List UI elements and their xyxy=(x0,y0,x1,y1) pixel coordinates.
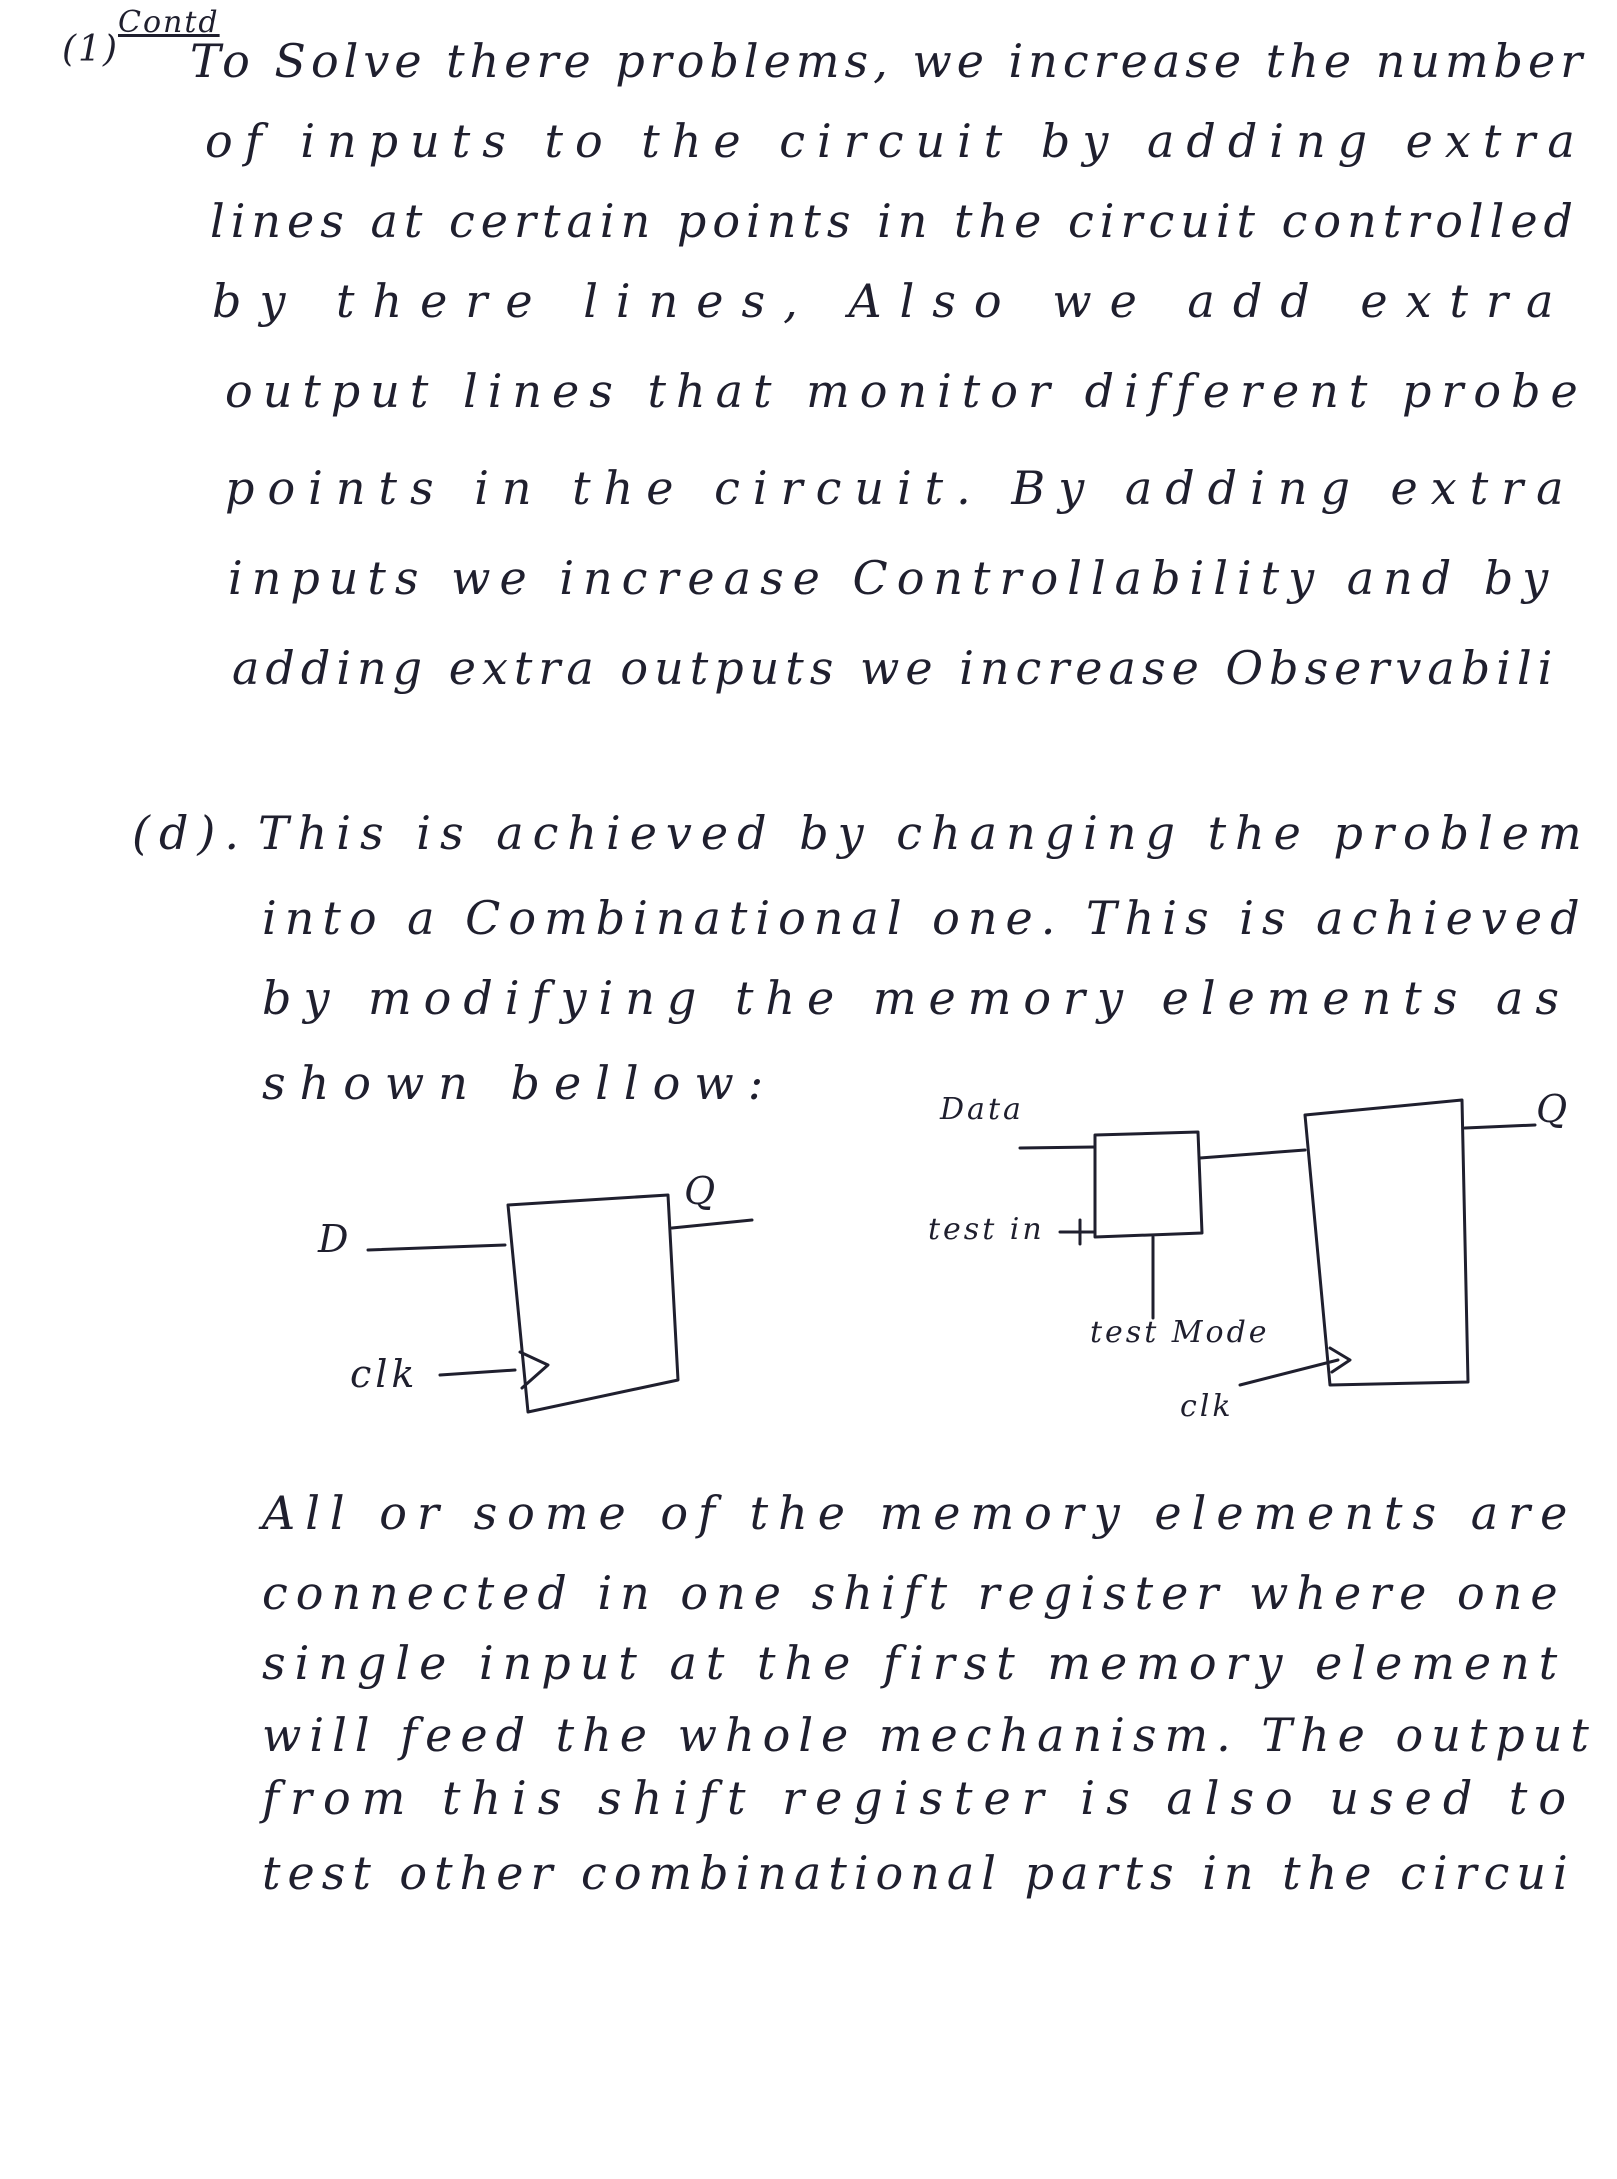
conclusion-line-6: test other combinational parts in the circui xyxy=(262,1846,1575,1900)
q-output-label: Q xyxy=(684,1169,720,1213)
conclusion-line-1: All or some of the memory elements are xyxy=(262,1486,1578,1540)
flip-flop-box-scan xyxy=(1305,1100,1468,1385)
mux-to-ff-wire xyxy=(1200,1150,1305,1158)
data-label: Data xyxy=(940,1092,1024,1127)
paragraph-c-line-6: points in the circuit. By adding extra xyxy=(225,461,1577,515)
conclusion-line-3: single input at the first memory element xyxy=(262,1636,1567,1690)
test-in-label: test in xyxy=(928,1212,1045,1247)
scan-clk-label: clk xyxy=(1180,1389,1234,1424)
paragraph-c-line-3: lines at certain points in the circuit controlled xyxy=(210,194,1580,248)
paragraph-c-line-2: of inputs to the circuit by adding extra xyxy=(205,114,1587,168)
scan-q-label: Q xyxy=(1536,1087,1572,1131)
paragraph-d-line-3: by modifying the memory elements as xyxy=(262,971,1572,1025)
paragraph-c-line-4: by there lines, Also we add extra xyxy=(212,274,1572,328)
d-input-wire xyxy=(368,1245,505,1250)
paragraph-c-line-7: inputs we increase Controllability and by xyxy=(228,551,1558,605)
d-input-label: D xyxy=(318,1217,353,1261)
q-output-wire xyxy=(672,1220,752,1228)
paragraph-c-line-5: output lines that monitor different probe xyxy=(225,364,1588,418)
data-input-wire xyxy=(1020,1147,1095,1148)
test-mode-label: test Mode xyxy=(1090,1315,1270,1350)
conclusion-line-4: will feed the whole mechanism. The output xyxy=(262,1708,1597,1762)
scan-q-output-wire xyxy=(1465,1125,1535,1128)
paragraph-d-line-4: shown bellow: xyxy=(262,1056,778,1110)
part-d-label: (d). xyxy=(132,806,248,860)
continued-marker: Contd xyxy=(118,5,220,40)
part-number: (1) xyxy=(62,29,119,70)
flip-flop-basic xyxy=(368,1195,752,1412)
scan-clk-wire xyxy=(1240,1360,1338,1385)
paragraph-d-line-1: This is achieved by changing the problem xyxy=(258,806,1591,860)
paragraph-c-line-8: adding extra outputs we increase Observabili xyxy=(232,641,1559,695)
paragraph-d-line-2: into a Combinational one. This is achieved xyxy=(262,891,1588,945)
clk-label: clk xyxy=(350,1352,419,1396)
conclusion-line-5: from this shift register is also used to xyxy=(262,1771,1578,1825)
paragraph-c-line-1: To Solve there problems, we increase the number xyxy=(190,34,1588,88)
mux-box xyxy=(1095,1132,1202,1237)
clk-input-wire xyxy=(440,1370,515,1375)
conclusion-line-2: connected in one shift register where one xyxy=(262,1566,1566,1620)
